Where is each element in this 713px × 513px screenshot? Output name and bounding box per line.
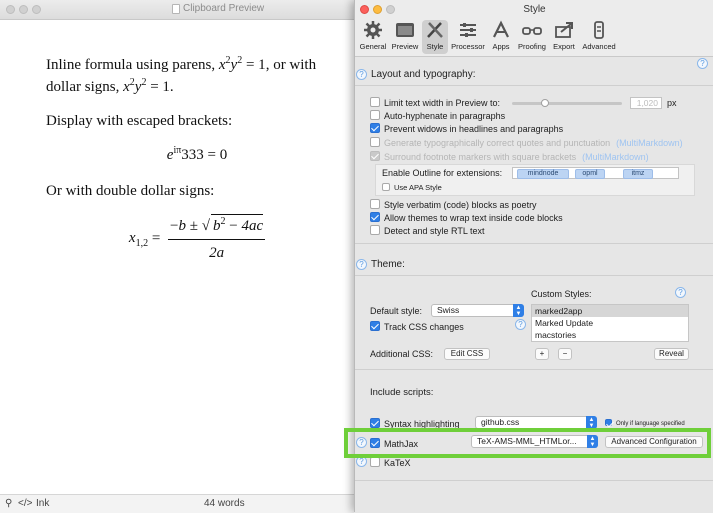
code-icon[interactable]: </>: [18, 498, 33, 509]
style-tools-icon: [424, 20, 446, 40]
chevron-updown-icon: ▲ ▼: [513, 304, 524, 317]
footnote-brackets-checkbox[interactable]: Surround footnote markers with square brackets (MultiMarkdown): [370, 151, 649, 162]
width-value-field[interactable]: 1,020: [630, 97, 662, 109]
mathjax-checkbox[interactable]: MathJax: [370, 438, 418, 449]
tab-general[interactable]: General: [358, 20, 388, 54]
mathjax-config-select[interactable]: TeX-AMS-MML_HTMLor... ▲ ▼: [471, 435, 598, 448]
advanced-icon: [588, 20, 610, 40]
custom-styles-label: Custom Styles:: [531, 289, 592, 299]
reveal-button[interactable]: Reveal: [654, 348, 689, 360]
paragraph-inline-formula: Inline formula using parens, $x^2y^2 = 1$, or with dollar signs, $x^2y^2 = 1$.: [46, 55, 317, 95]
chevron-updown-icon: ▲ ▼: [586, 416, 597, 429]
divider: [355, 243, 713, 244]
preview-statusbar: [0, 494, 354, 513]
list-item[interactable]: macstories: [535, 330, 577, 340]
advanced-configuration-button[interactable]: Advanced Configuration: [605, 436, 703, 448]
divider: [355, 369, 713, 370]
mathjax-highlight-box: [344, 428, 711, 458]
apa-style-checkbox[interactable]: Use APA Style: [382, 183, 442, 192]
proofing-glasses-icon: [521, 20, 543, 40]
help-button[interactable]: ?: [356, 456, 367, 467]
custom-styles-list[interactable]: [531, 304, 689, 342]
list-item[interactable]: Marked Update: [535, 318, 594, 328]
divider: [355, 85, 713, 86]
chevron-updown-icon: ▲ ▼: [587, 435, 598, 448]
pin-icon[interactable]: ⚲: [5, 498, 13, 509]
document-icon: [172, 4, 180, 14]
outline-extensions-field[interactable]: [512, 167, 679, 179]
gear-icon: [362, 20, 384, 40]
syntax-theme-select[interactable]: github.css ▲ ▼: [475, 416, 597, 429]
display-math-euler: $e^{i\pi}333 = 0$: [166, 145, 228, 163]
additional-css-label: Additional CSS:: [370, 349, 434, 359]
width-slider[interactable]: [512, 102, 622, 105]
help-button[interactable]: ?: [356, 69, 367, 80]
wrap-code-checkbox[interactable]: Allow themes to wrap text inside code blocks: [370, 212, 563, 223]
tab-processor[interactable]: Processor: [450, 20, 486, 54]
only-if-language-checkbox[interactable]: Only if language specified: [605, 419, 685, 427]
inline-math: $x^2y^2 = 1$: [123, 77, 170, 95]
outline-label: Enable Outline for extensions:: [382, 168, 503, 178]
help-button[interactable]: ?: [515, 319, 526, 330]
help-button[interactable]: ?: [356, 437, 367, 448]
apps-icon: [490, 20, 512, 40]
tab-proofing[interactable]: Proofing: [516, 20, 548, 54]
tab-advanced[interactable]: Advanced: [580, 20, 618, 54]
theme-section-title: Theme:: [371, 259, 405, 270]
syntax-highlighting-checkbox[interactable]: Syntax highlighting: [370, 418, 460, 429]
paragraph-display-label: Display with escaped brackets:: [46, 113, 233, 129]
tab-style[interactable]: Style: [422, 20, 448, 54]
auto-hyphenate-checkbox[interactable]: Auto-hyphenate in paragraphs: [370, 110, 505, 121]
export-icon: [553, 20, 575, 40]
divider: [355, 275, 713, 276]
rtl-text-checkbox[interactable]: Detect and style RTL text: [370, 225, 485, 236]
prevent-widows-checkbox[interactable]: Prevent widows in headlines and paragraphs: [370, 123, 563, 134]
word-count[interactable]: 44 words: [204, 498, 245, 509]
settings-title: Style: [523, 4, 546, 15]
remove-style-button[interactable]: −: [558, 348, 572, 360]
width-slider-knob[interactable]: [541, 99, 549, 107]
tab-preview[interactable]: Preview: [389, 20, 421, 54]
zoom-button[interactable]: [32, 5, 41, 14]
mode-label[interactable]: Ink: [36, 498, 50, 509]
layout-section-title: Layout and typography:: [371, 69, 476, 80]
list-item[interactable]: marked2app: [532, 305, 688, 317]
settings-titlebar[interactable]: [355, 0, 713, 19]
default-style-label: Default style:: [370, 306, 423, 316]
help-button[interactable]: ?: [697, 58, 708, 69]
tab-export[interactable]: Export: [549, 20, 579, 54]
inline-math: $x^2y^2 = 1$: [218, 55, 266, 73]
window-title: Clipboard Preview: [183, 3, 265, 14]
divider: [355, 480, 713, 481]
token-opml[interactable]: opml: [575, 169, 605, 179]
tab-apps[interactable]: Apps: [488, 20, 514, 54]
preview-icon: [394, 20, 416, 40]
limit-width-checkbox[interactable]: Limit text width in Preview to:: [370, 97, 500, 108]
display-math-quadratic: $x_{1,2}$ = $\frac{-b \pm √ b^2 - 4ac}{2a}$: [46, 214, 348, 264]
width-unit: px: [667, 98, 677, 108]
scripts-section-title: Include scripts:: [370, 387, 434, 398]
processor-icon: [457, 20, 479, 40]
close-button[interactable]: [6, 5, 15, 14]
minimize-button[interactable]: [19, 5, 28, 14]
typographic-quotes-checkbox[interactable]: Generate typographically correct quotes and punctuation (MultiMarkdown): [370, 137, 683, 148]
preferences-toolbar: [355, 18, 713, 55]
track-css-checkbox[interactable]: Track CSS changes: [370, 321, 464, 332]
help-button[interactable]: ?: [356, 259, 367, 270]
quadratic-fraction: $\frac{-b \pm √ b^2 - 4ac}{2a}$: [170, 216, 264, 261]
edit-css-button[interactable]: Edit CSS: [444, 348, 490, 360]
token-itmz[interactable]: itmz: [623, 169, 653, 179]
preview-content: [46, 54, 348, 264]
token-mindnode[interactable]: mindnode: [517, 169, 569, 179]
katex-checkbox[interactable]: KaTeX: [370, 457, 411, 468]
paragraph-double-dollar-label: Or with double dollar signs:: [46, 183, 215, 199]
add-style-button[interactable]: +: [535, 348, 549, 360]
help-button[interactable]: ?: [675, 287, 686, 298]
default-style-select[interactable]: Swiss ▲ ▼: [431, 304, 524, 317]
verbatim-poetry-checkbox[interactable]: Style verbatim (code) blocks as poetry: [370, 199, 537, 210]
